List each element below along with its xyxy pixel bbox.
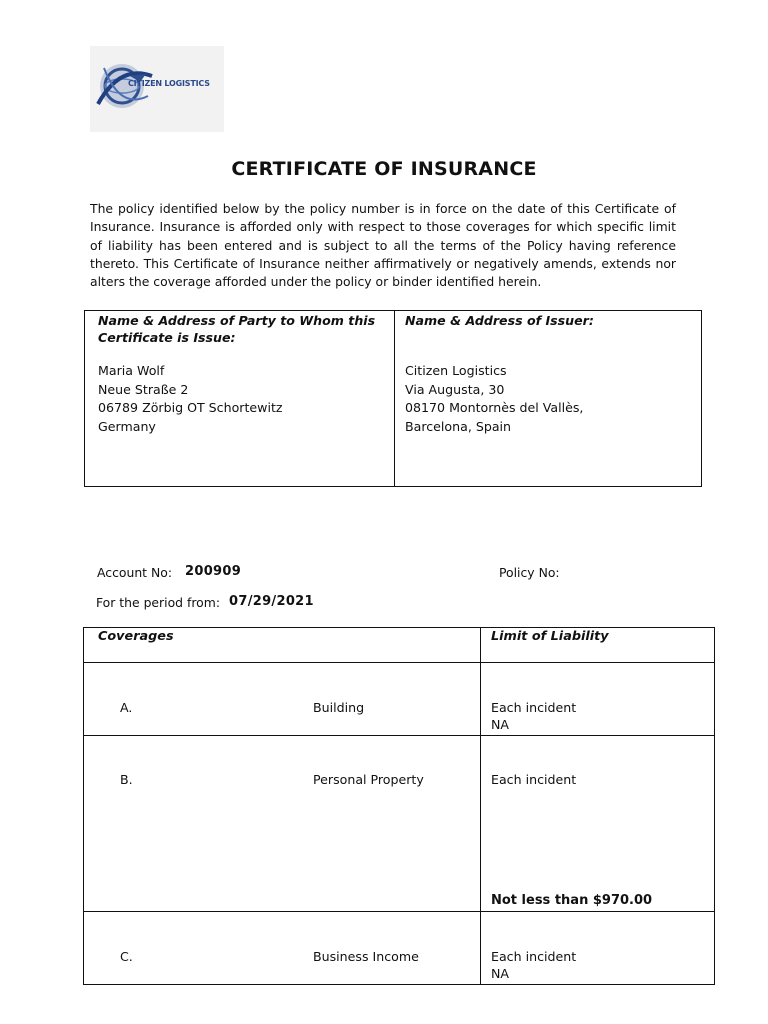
party-address: [98, 362, 283, 436]
period-value: 07/29/2021: [229, 594, 314, 609]
coverage-name: Business Income: [313, 949, 419, 964]
limit-value: NA: [491, 717, 510, 732]
coverage-letter: B.: [120, 772, 133, 787]
party-heading-line2: Certificate is Issue:: [98, 330, 236, 345]
limit-label: Each incident: [491, 949, 577, 964]
coverage-name: Building: [313, 700, 365, 715]
issuer-region: Barcelona, Spain: [405, 418, 512, 434]
coverage-letter: C.: [120, 949, 133, 964]
issuer-heading: Name & Address of Issuer:: [405, 313, 594, 328]
party-heading: [98, 312, 375, 346]
party-heading-line1: Name & Address of Party to Whom this: [98, 313, 376, 328]
table-header-divider: [84, 662, 714, 663]
account-value: 200909: [185, 564, 242, 579]
table-row-divider: [84, 735, 714, 736]
issuer-street: Via Augusta, 30: [405, 381, 505, 397]
table-row-divider: [84, 911, 714, 912]
intro-paragraph: The policy identified below by the policy number is in force on the date of this Certificate of Insurance. Insurance is afforded only with respect to those coverages for which specific limit of liability has been entered and is subject to all the terms of the Policy having reference thereto. This Certificate of Insurance neither affirmatively or negatively amends, extends nor alters the coverage afforded under the policy or binder identified herein.: [90, 201, 676, 290]
company-logo: [90, 46, 224, 132]
globe-icon: [90, 46, 224, 132]
limit-label: Each incident: [491, 700, 577, 715]
address-box: [84, 310, 702, 487]
document-title: CERTIFICATE OF INSURANCE: [231, 158, 537, 180]
limit-minimum-value: Not less than $970.00: [491, 893, 653, 908]
limit-value: NA: [491, 966, 510, 981]
issuer-address: [405, 362, 583, 436]
coverages-header: Coverages: [98, 629, 174, 644]
policy-label: Policy No:: [499, 565, 560, 580]
coverage-name: Personal Property: [313, 772, 424, 787]
limit-label: Each incident: [491, 772, 577, 787]
account-label: Account No:: [97, 565, 172, 580]
party-country: Germany: [98, 418, 156, 434]
period-label: For the period from:: [96, 595, 220, 610]
address-box-divider: [394, 311, 395, 486]
party-city: 06789 Zörbig OT Schortewitz: [98, 400, 283, 416]
coverages-table: [83, 627, 715, 985]
limit-header: Limit of Liability: [491, 629, 609, 644]
table-column-divider: [480, 628, 481, 984]
party-name: Maria Wolf: [98, 363, 165, 378]
coverage-letter: A.: [120, 700, 133, 715]
logo-brand-text: CITIZEN LOGISTICS: [128, 79, 210, 88]
issuer-city: 08170 Montornès del Vallès,: [405, 400, 584, 416]
issuer-name: Citizen Logistics: [405, 363, 507, 378]
party-street: Neue Straße 2: [98, 381, 189, 397]
